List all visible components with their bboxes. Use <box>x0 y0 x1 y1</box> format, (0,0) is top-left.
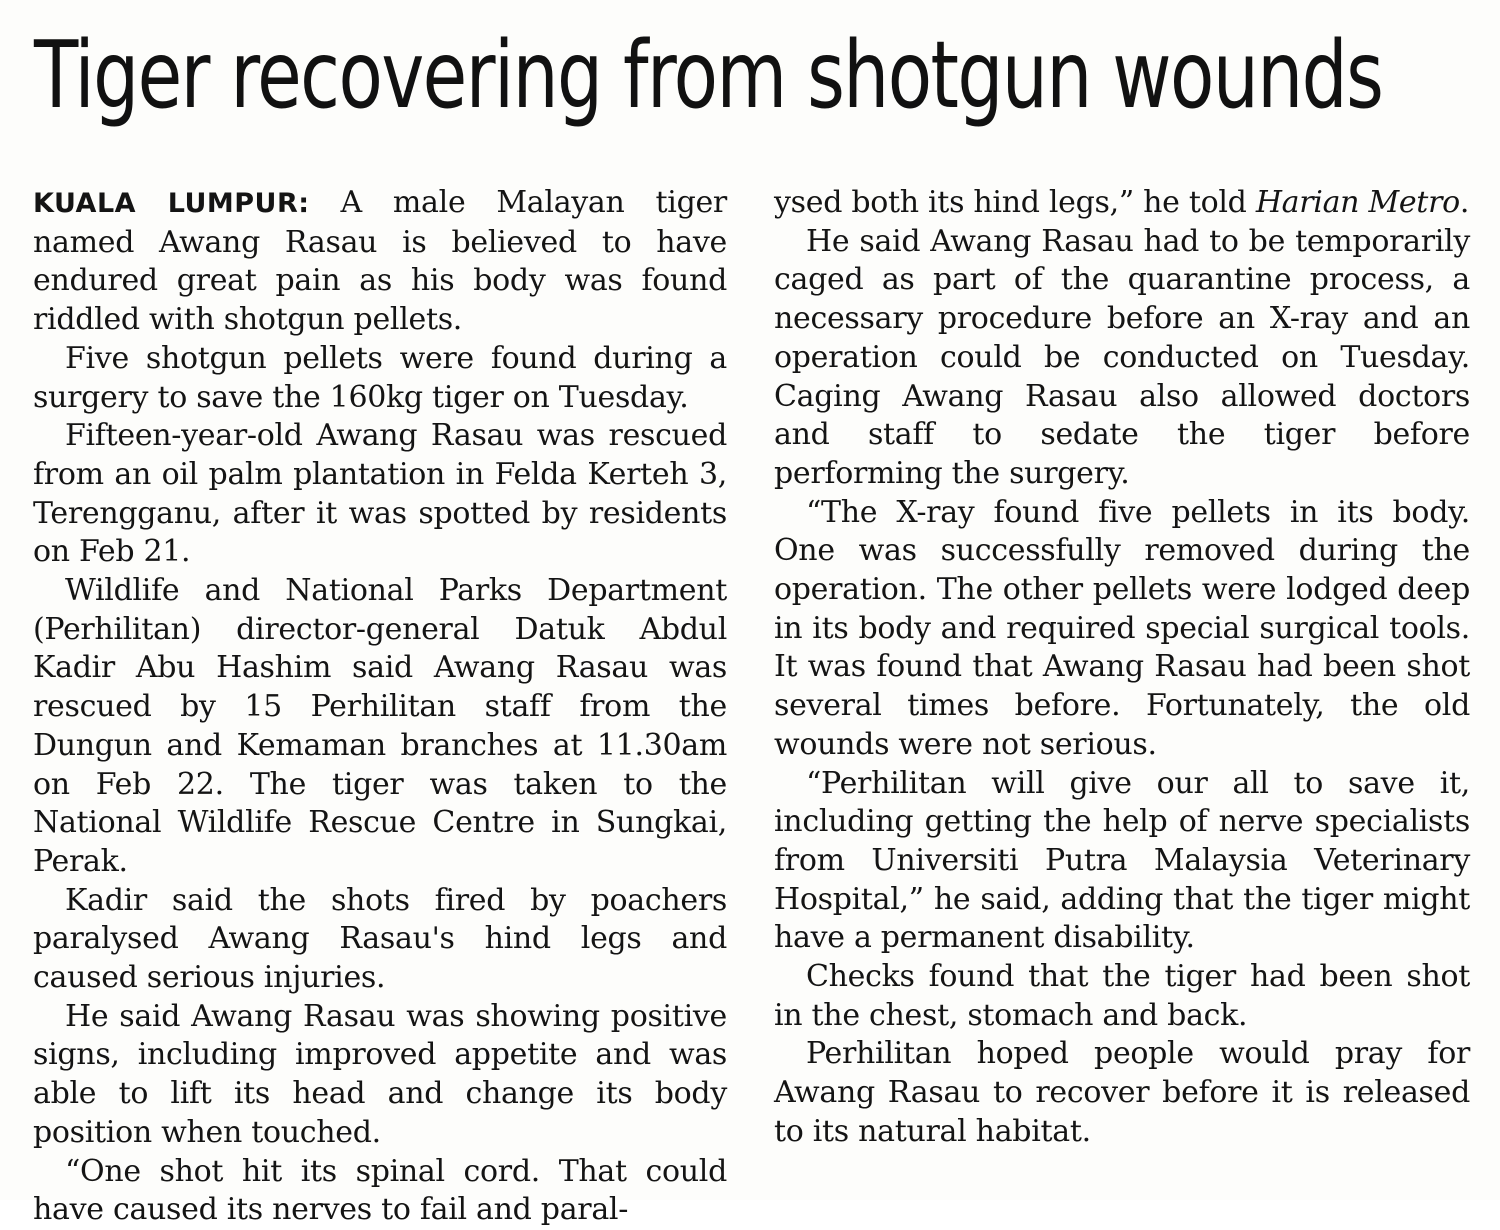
body-paragraph: Kadir said the shots fired by poachers paralysed Awang Rasau's hind legs and caused serious injuries. <box>33 882 727 996</box>
headline: Tiger recovering from shotgun wounds <box>34 21 1383 129</box>
publication-name: Harian Metro <box>1255 185 1460 220</box>
body-paragraph: He said Awang Rasau had to be temporarily caged as part of the quarantine process, a necessary procedure before an X-ray and an operation could be conducted on Tuesday. Caging Awang Rasau also allowed doctors and staff to sedate the tiger before performing the surgery. <box>774 223 1470 491</box>
body-paragraph: “The X-ray found five pellets in its body. One was successfully removed during the operation. The other pellets were lodged deep in its body and required special surgical tools. It was found that Awang Rasau had been shot several times before. Fortunately, the old wounds were not serious. <box>774 494 1470 762</box>
body-paragraph: Wildlife and National Parks Department (Perhilitan) director-general Datuk Abdul Kadir Abu Hashim said Awang Rasau was rescued by 15 Perhilitan staff from the Dungun and Kemaman branches at 11.30am on Feb 22. The tiger was taken to the National Wildlife Rescue Centre in Sungkai, Perak. <box>33 573 727 879</box>
continued-paragraph <box>774 184 1470 223</box>
body-paragraph: Fifteen-year-old Awang Rasau was rescued from an oil palm plantation in Felda Kerteh 3, Terengganu, after it was spotted by residents on Feb 21. <box>33 418 727 570</box>
body-paragraph: “Perhilitan will give our all to save it, including getting the help of nerve specialists from Universiti Putra Malaysia Veterinary Hospital,” he said, adding that the tiger might have a permanent disability. <box>774 765 1470 956</box>
body-paragraph: Five shotgun pellets were found during a surgery to save the 160kg tiger on Tuesday. <box>33 340 727 415</box>
body-paragraph: He said Awang Rasau was showing positive signs, including improved appetite and was able to lift its head and change its body position when touched. <box>33 998 727 1150</box>
continuation-text: ysed both its hind legs,” he told <box>774 185 1256 220</box>
lead-paragraph <box>33 184 727 340</box>
body-paragraph: “One shot hit its spinal cord. That could have caused its nerves to fail and paral- <box>33 1153 727 1228</box>
dateline: KUALA LUMPUR: <box>33 188 310 219</box>
body-paragraph: Checks found that the tiger had been shot in the chest, stomach and back. <box>774 959 1470 1033</box>
article-column-left <box>33 184 727 1230</box>
body-paragraph: Perhilitan hoped people would pray for Awang Rasau to recover before it is released to its natural habitat. <box>774 1036 1470 1149</box>
article-column-right <box>774 184 1470 1152</box>
continuation-end: . <box>1459 185 1470 220</box>
lead-text: A male Malayan tiger named Awang Rasau is believed to have endured great pain as his body was found riddled with shotgun pellets. <box>33 185 727 338</box>
